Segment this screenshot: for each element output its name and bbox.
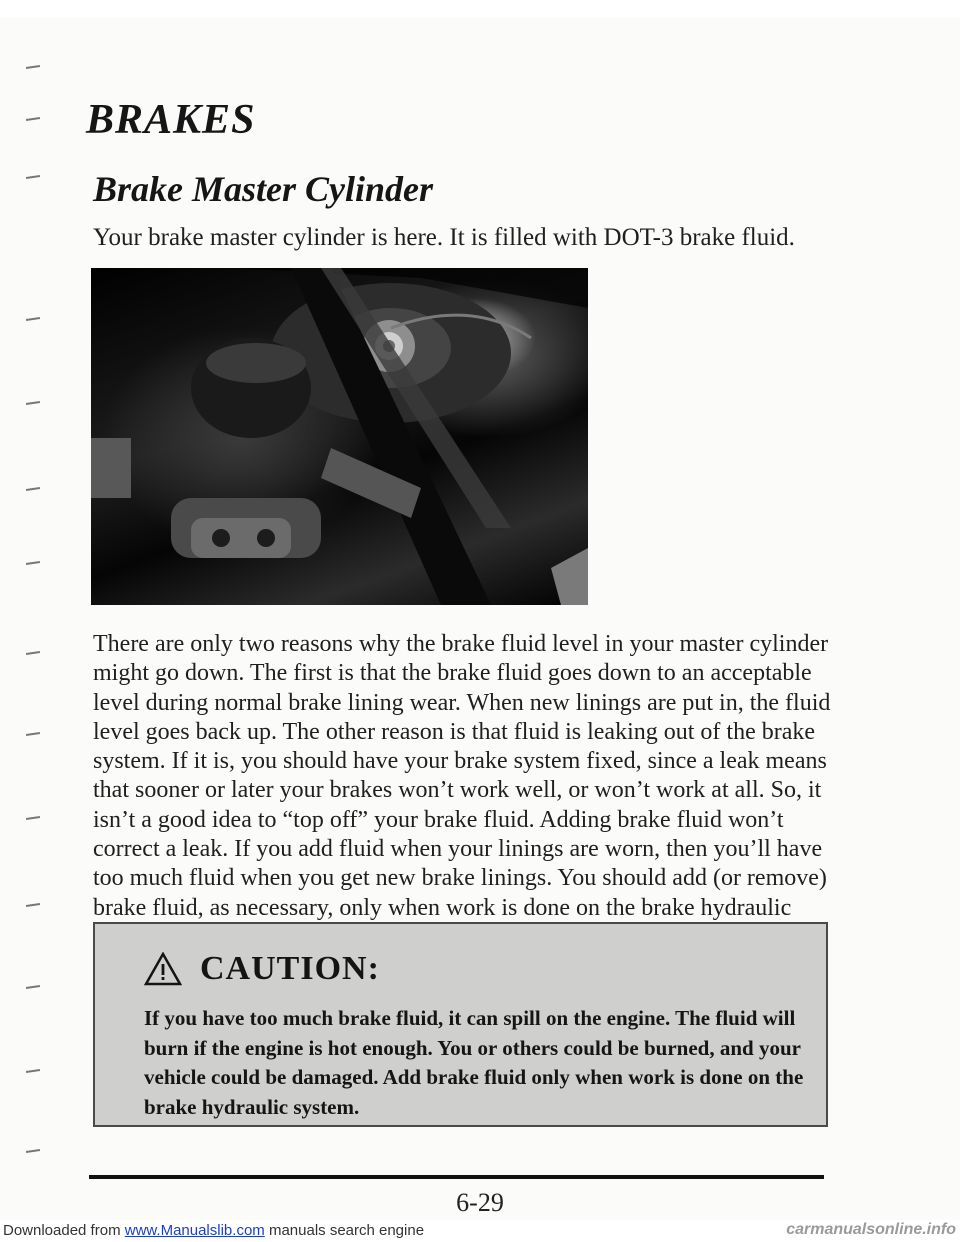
subsection-title: Brake Master Cylinder — [93, 169, 434, 209]
margin-mark — [26, 1149, 40, 1153]
top-strip — [0, 0, 960, 18]
engine-photo-illustration — [91, 268, 588, 605]
engine-photo — [91, 268, 588, 605]
margin-mark — [26, 65, 40, 69]
footer-suffix: manuals search engine — [264, 1222, 425, 1239]
warning-triangle-icon — [144, 952, 182, 986]
caution-text: If you have too much brake fluid, it can spill on the engine. The fluid will burn if the engine is hot enough. You or others could be burned, and your vehicle could be damaged. Add brake fluid only when work is done on the brake hydraulic system. — [144, 1006, 804, 1119]
margin-mark — [26, 487, 40, 491]
footer-rule — [89, 1175, 824, 1179]
margin-mark — [26, 561, 40, 565]
download-footer — [0, 1220, 960, 1242]
margin-mark — [26, 175, 40, 179]
caution-box — [93, 922, 828, 1127]
page-number: 6-29 — [456, 1188, 504, 1217]
margin-mark — [26, 317, 40, 321]
margin-mark — [26, 903, 40, 907]
margin-mark — [26, 732, 40, 736]
margin-mark — [26, 401, 40, 405]
margin-mark — [26, 816, 40, 820]
caution-label: CAUTION: — [200, 950, 380, 987]
footer-prefix: Downloaded from — [3, 1222, 125, 1239]
intro-text: Your brake master cylinder is here. It is filled with DOT-3 brake fluid. — [93, 224, 795, 251]
margin-mark — [26, 117, 40, 121]
margin-mark — [26, 651, 40, 655]
footer-watermark: carmanualsonline.info — [786, 1221, 956, 1238]
footer-source — [3, 1222, 424, 1239]
margin-mark — [26, 985, 40, 989]
section-title: BRAKES — [86, 97, 256, 143]
body-text: There are only two reasons why the brake fluid level in your master cylinder might go down. The first is that the brake fluid goes down to an acceptable level during normal brake lining wear. When new linings are put in, the fluid level goes back up. The other reason is that fluid is leaking out of the brake system. If it is, you should have your brake system fixed, since a leak means that sooner or later your brakes won’t work well, or won’t work at all. So, it isn’t a good idea to “top off” your brake fluid. Adding brake fluid won’t correct a leak. If you add fluid when your linings are worn, then you’ll have too much fluid when you get new brake linings. You should add (or remove) brake fluid, as necessary, only when work is done on the brake hydraulic — [93, 631, 831, 921]
margin-mark — [26, 1069, 40, 1073]
manualslib-link[interactable]: www.Manualslib.com — [124, 1222, 265, 1239]
caution-heading — [144, 950, 380, 988]
